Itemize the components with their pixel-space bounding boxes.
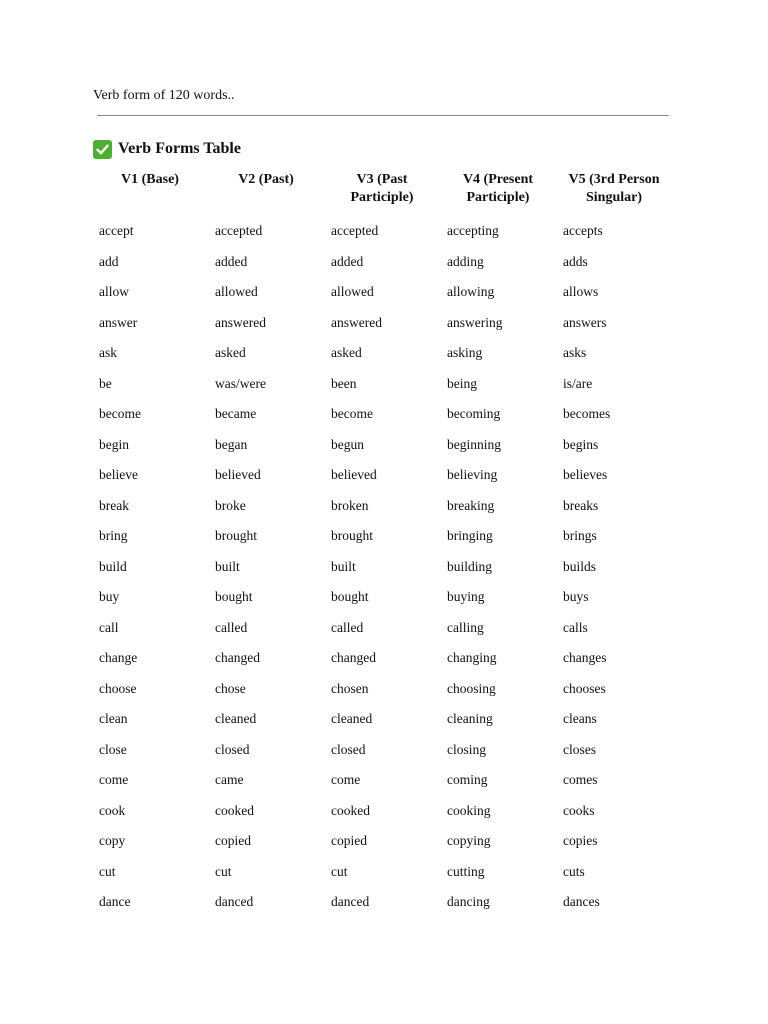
- table-cell: choose: [99, 680, 137, 696]
- table-cell: come: [99, 772, 129, 787]
- table-cell: ask: [99, 345, 117, 360]
- section-heading: [93, 138, 241, 160]
- table-cell: buying: [447, 589, 485, 604]
- table-row: [92, 857, 672, 888]
- table-cell: being: [447, 375, 477, 391]
- table-cell: adds: [563, 253, 588, 269]
- table-cell: answering: [447, 314, 503, 330]
- table-cell: brought: [215, 528, 257, 543]
- table-cell: cooked: [331, 802, 370, 818]
- table-header-row: [92, 168, 672, 216]
- table-cell: broken: [331, 497, 369, 513]
- table-cell: came: [215, 772, 244, 787]
- table-cell: building: [447, 558, 493, 574]
- table-row: [92, 887, 672, 918]
- table-cell: danced: [215, 894, 254, 909]
- table-cell: copied: [331, 833, 367, 848]
- table-cell: copied: [215, 833, 251, 848]
- table-cell: cooks: [563, 802, 595, 818]
- table-cell: closed: [331, 741, 366, 757]
- table-cell: clean: [99, 711, 128, 726]
- table-cell: add: [99, 253, 119, 269]
- table-cell: bought: [215, 589, 253, 604]
- column-header: V5 (3rd Person Singular): [568, 172, 660, 205]
- table-cell: broke: [215, 497, 246, 513]
- table-row: [92, 796, 672, 827]
- table-cell: change: [99, 650, 138, 665]
- table-row: [92, 308, 672, 339]
- table-row: [92, 521, 672, 552]
- table-cell: built: [331, 558, 356, 574]
- table-cell: changes: [563, 650, 607, 665]
- table-row: [92, 704, 672, 735]
- table-cell: brought: [331, 528, 373, 543]
- table-cell: cuts: [563, 863, 585, 879]
- table-cell: becomes: [563, 406, 611, 421]
- table-cell: copying: [447, 833, 491, 848]
- table-cell: called: [331, 619, 364, 635]
- section-title: Verb Forms Table: [118, 140, 241, 157]
- column-header: V1 (Base): [121, 172, 179, 187]
- table-cell: changed: [331, 650, 376, 665]
- table-row: [92, 735, 672, 766]
- table-cell: adding: [447, 253, 484, 269]
- table-row: [92, 247, 672, 278]
- table-cell: believe: [99, 467, 138, 482]
- table-cell: cut: [99, 863, 116, 879]
- table-cell: begun: [331, 436, 364, 452]
- table-cell: believes: [563, 467, 608, 482]
- table-cell: cleaned: [331, 711, 373, 726]
- table-cell: asks: [563, 345, 587, 360]
- table-cell: cutting: [447, 863, 485, 879]
- table-cell: coming: [447, 772, 488, 787]
- table-cell: copy: [99, 833, 126, 848]
- table-cell: becoming: [447, 406, 501, 421]
- table-row: [92, 613, 672, 644]
- table-cell: cook: [99, 802, 126, 818]
- table-cell: closes: [563, 741, 596, 757]
- table-cell: called: [215, 619, 248, 635]
- table-cell: bought: [331, 589, 369, 604]
- table-cell: became: [215, 406, 257, 421]
- table-row: [92, 430, 672, 461]
- table-cell: cleaning: [447, 711, 493, 726]
- table-cell: believed: [215, 467, 261, 482]
- table-body: [92, 216, 672, 918]
- table-cell: be: [99, 375, 112, 391]
- table-cell: bring: [99, 528, 128, 543]
- table-cell: allowed: [215, 284, 258, 299]
- table-row: [92, 491, 672, 522]
- column-header: V4 (Present Participle): [462, 172, 534, 205]
- table-cell: dances: [563, 894, 600, 909]
- table-cell: asked: [215, 345, 246, 360]
- table-cell: accepts: [563, 223, 603, 238]
- table-cell: buy: [99, 589, 120, 604]
- table-row: [92, 582, 672, 613]
- table-cell: close: [99, 741, 127, 757]
- table-cell: chooses: [563, 680, 606, 696]
- table-cell: allowing: [447, 284, 495, 299]
- table-cell: chosen: [331, 680, 369, 696]
- table-cell: answered: [331, 314, 382, 330]
- table-cell: asking: [447, 345, 483, 360]
- table-cell: begin: [99, 436, 129, 452]
- table-cell: buys: [563, 589, 589, 604]
- table-cell: changing: [447, 650, 497, 665]
- table-cell: accepted: [215, 223, 263, 238]
- table-cell: allowed: [331, 284, 374, 299]
- table-cell: answered: [215, 314, 266, 330]
- table-row: [92, 369, 672, 400]
- table-cell: calling: [447, 619, 484, 635]
- table-cell: was/were: [215, 375, 266, 391]
- intro-text: Verb form of 120 words..: [93, 88, 235, 103]
- table-cell: cut: [331, 863, 348, 879]
- table-cell: answers: [563, 314, 607, 330]
- table-cell: believed: [331, 467, 377, 482]
- table-cell: built: [215, 558, 240, 574]
- table-cell: cut: [215, 863, 232, 879]
- table-cell: changed: [215, 650, 260, 665]
- table-cell: brings: [563, 528, 597, 543]
- table-row: [92, 674, 672, 705]
- table-cell: break: [99, 497, 129, 513]
- table-cell: been: [331, 375, 357, 391]
- table-cell: cleans: [563, 711, 597, 726]
- table-cell: closed: [215, 741, 250, 757]
- table-row: [92, 460, 672, 491]
- table-cell: asked: [331, 345, 362, 360]
- table-cell: allows: [563, 284, 599, 299]
- table-row: [92, 338, 672, 369]
- table-cell: believing: [447, 467, 498, 482]
- table-row: [92, 643, 672, 674]
- table-cell: is/are: [563, 375, 593, 391]
- verb-forms-table: [92, 168, 672, 918]
- table-cell: become: [331, 406, 373, 421]
- table-cell: dance: [99, 894, 131, 909]
- table-cell: cooked: [215, 802, 254, 818]
- table-cell: began: [215, 436, 248, 452]
- table-cell: beginning: [447, 436, 501, 452]
- table-cell: become: [99, 406, 141, 421]
- table-cell: choosing: [447, 680, 496, 696]
- column-header: V3 (Past Participle): [350, 172, 414, 205]
- table-cell: allow: [99, 284, 129, 299]
- table-cell: come: [331, 772, 361, 787]
- table-cell: danced: [331, 894, 370, 909]
- table-cell: copies: [563, 833, 598, 848]
- table-cell: builds: [563, 558, 597, 574]
- column-header: V2 (Past): [238, 172, 294, 187]
- table-cell: cleaned: [215, 711, 257, 726]
- table-row: [92, 765, 672, 796]
- table-cell: accepted: [331, 223, 379, 238]
- table-cell: cooking: [447, 802, 491, 818]
- table-cell: bringing: [447, 528, 493, 543]
- check-mark-button-icon: [93, 140, 112, 159]
- table-cell: chose: [215, 680, 246, 696]
- table-cell: calls: [563, 619, 588, 635]
- table-cell: build: [99, 558, 127, 574]
- table-cell: accept: [99, 223, 134, 238]
- table-cell: call: [99, 619, 119, 635]
- table-cell: dancing: [447, 894, 490, 909]
- table-cell: answer: [99, 314, 138, 330]
- table-row: [92, 277, 672, 308]
- table-cell: added: [215, 253, 248, 269]
- table-row: [92, 826, 672, 857]
- table-cell: breaking: [447, 497, 495, 513]
- table-row: [92, 552, 672, 583]
- table-cell: closing: [447, 741, 486, 757]
- table-row: [92, 399, 672, 430]
- table-cell: accepting: [447, 223, 499, 238]
- table-cell: comes: [563, 772, 598, 787]
- table-cell: breaks: [563, 497, 599, 513]
- table-cell: added: [331, 253, 364, 269]
- table-cell: begins: [563, 436, 599, 452]
- horizontal-divider: [97, 115, 669, 116]
- table-row: [92, 216, 672, 247]
